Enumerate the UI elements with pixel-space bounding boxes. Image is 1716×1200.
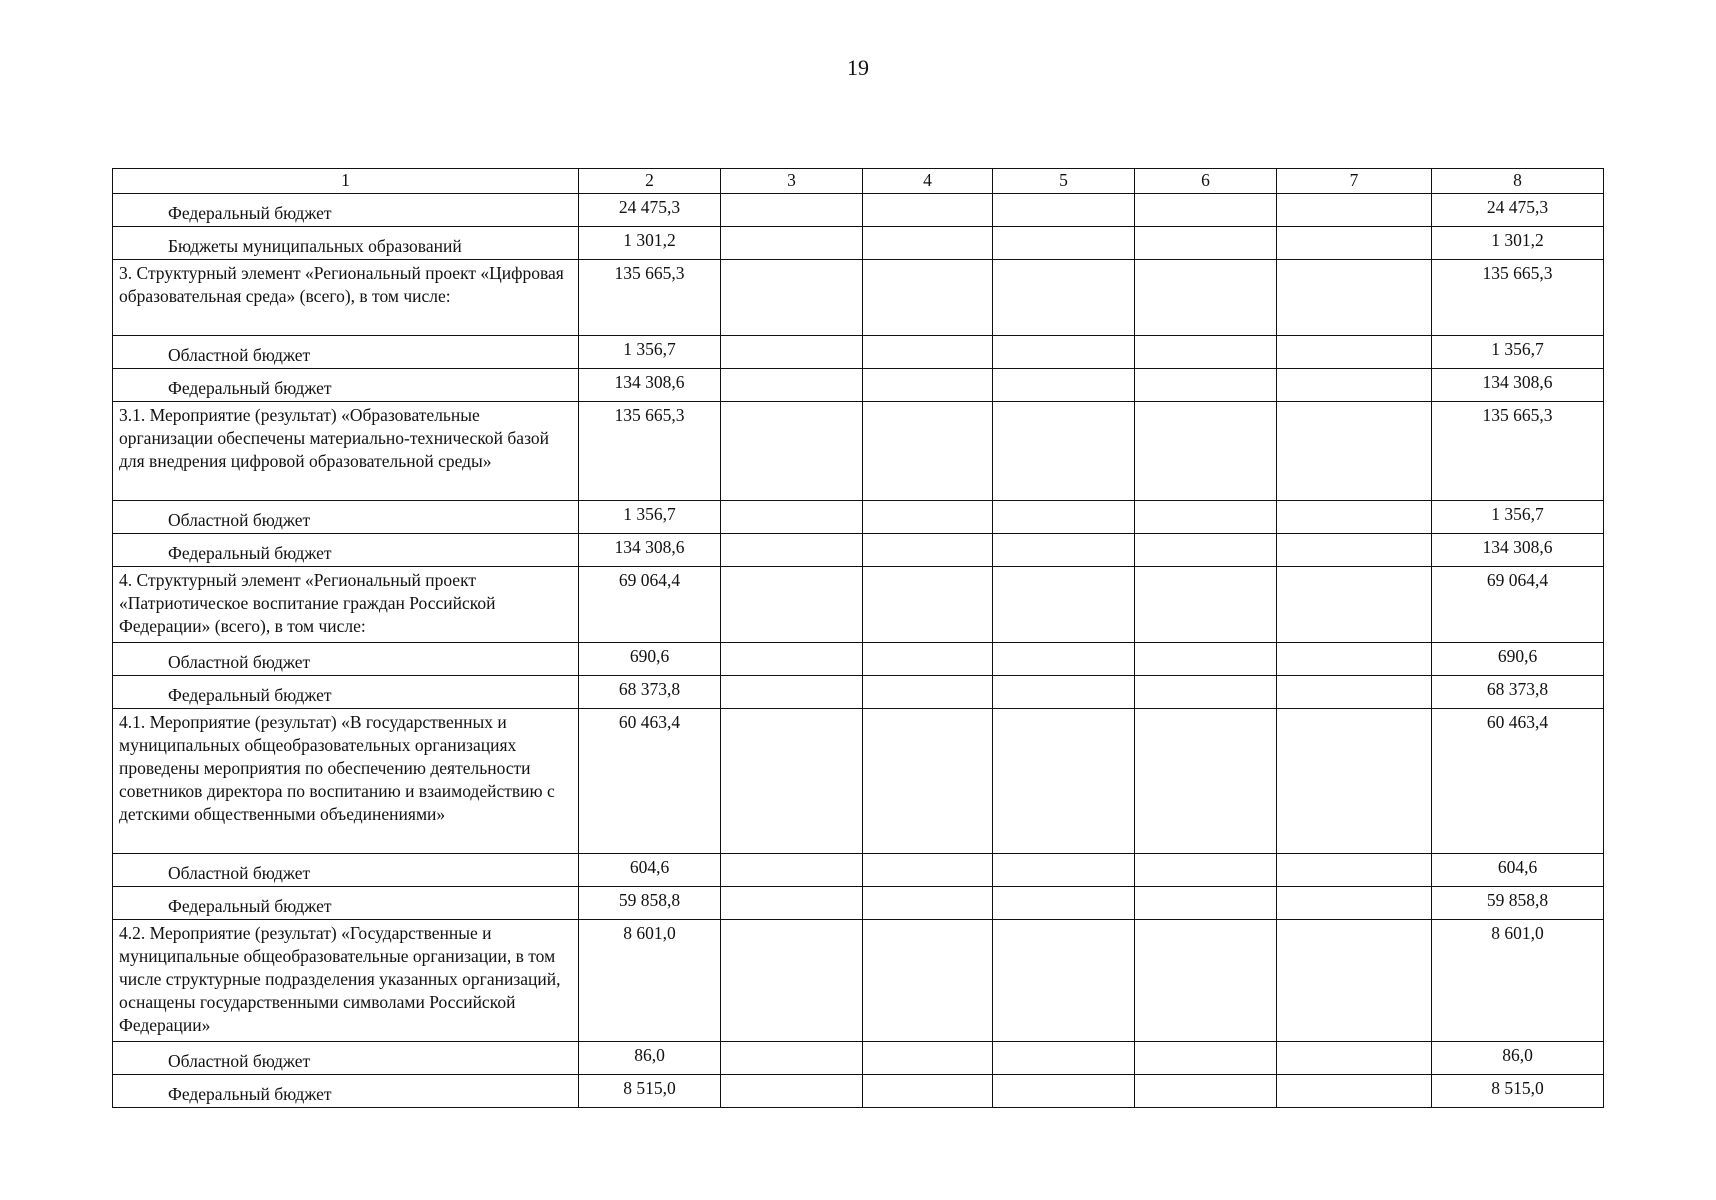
cell-col-7 (1277, 369, 1432, 402)
cell-col-4 (863, 501, 993, 534)
cell-col-6 (1135, 1075, 1277, 1108)
table-row (113, 1075, 1604, 1108)
cell-col-7 (1277, 887, 1432, 920)
cell-col-6 (1135, 336, 1277, 369)
cell-col-2: 60 463,4 (579, 709, 721, 854)
cell-col-4 (863, 709, 993, 854)
row-name: Федеральный бюджет (113, 194, 579, 227)
budget-table (112, 168, 1604, 1108)
cell-col-7 (1277, 534, 1432, 567)
cell-col-5 (993, 676, 1135, 709)
cell-col-6 (1135, 501, 1277, 534)
cell-col-6 (1135, 567, 1277, 643)
cell-col-6 (1135, 643, 1277, 676)
cell-col-5 (993, 1042, 1135, 1075)
header-col-6: 6 (1135, 169, 1277, 194)
cell-col-2: 8 601,0 (579, 920, 721, 1042)
cell-col-2: 135 665,3 (579, 402, 721, 501)
cell-col-6 (1135, 260, 1277, 336)
cell-col-5 (993, 567, 1135, 643)
header-col-4: 4 (863, 169, 993, 194)
cell-col-7 (1277, 1075, 1432, 1108)
cell-col-5 (993, 920, 1135, 1042)
cell-col-8: 1 356,7 (1432, 336, 1604, 369)
cell-col-3 (721, 567, 863, 643)
table-row (113, 260, 1604, 336)
row-name: 3.1. Мероприятие (результат) «Образовательные организации обеспечены материально-технической базой для внедрения цифровой образовательной среды» (113, 402, 579, 501)
cell-col-5 (993, 369, 1135, 402)
table-row (113, 887, 1604, 920)
header-col-2: 2 (579, 169, 721, 194)
cell-col-2: 1 356,7 (579, 501, 721, 534)
cell-col-8: 69 064,4 (1432, 567, 1604, 643)
cell-col-2: 1 301,2 (579, 227, 721, 260)
header-col-3: 3 (721, 169, 863, 194)
row-name: Бюджеты муниципальных образований (113, 227, 579, 260)
cell-col-7 (1277, 1042, 1432, 1075)
cell-col-4 (863, 534, 993, 567)
header-col-1: 1 (113, 169, 579, 194)
cell-col-8: 134 308,6 (1432, 369, 1604, 402)
cell-col-3 (721, 369, 863, 402)
table-row (113, 643, 1604, 676)
row-name: Федеральный бюджет (113, 887, 579, 920)
cell-col-7 (1277, 567, 1432, 643)
cell-col-8: 86,0 (1432, 1042, 1604, 1075)
table-row (113, 709, 1604, 854)
cell-col-6 (1135, 709, 1277, 854)
cell-col-2: 59 858,8 (579, 887, 721, 920)
cell-col-5 (993, 501, 1135, 534)
cell-col-4 (863, 920, 993, 1042)
cell-col-4 (863, 854, 993, 887)
cell-col-4 (863, 227, 993, 260)
cell-col-8: 60 463,4 (1432, 709, 1604, 854)
cell-col-3 (721, 676, 863, 709)
cell-col-5 (993, 194, 1135, 227)
cell-col-8: 24 475,3 (1432, 194, 1604, 227)
cell-col-2: 24 475,3 (579, 194, 721, 227)
header-row (113, 169, 1604, 194)
row-name: Областной бюджет (113, 643, 579, 676)
cell-col-4 (863, 260, 993, 336)
cell-col-7 (1277, 501, 1432, 534)
cell-col-5 (993, 1075, 1135, 1108)
cell-col-3 (721, 260, 863, 336)
cell-col-6 (1135, 1042, 1277, 1075)
table-row (113, 534, 1604, 567)
cell-col-3 (721, 643, 863, 676)
cell-col-8: 8 601,0 (1432, 920, 1604, 1042)
cell-col-2: 68 373,8 (579, 676, 721, 709)
cell-col-3 (721, 1042, 863, 1075)
table-row (113, 501, 1604, 534)
table-row (113, 567, 1604, 643)
cell-col-6 (1135, 227, 1277, 260)
cell-col-6 (1135, 402, 1277, 501)
row-name: Областной бюджет (113, 1042, 579, 1075)
cell-col-7 (1277, 920, 1432, 1042)
cell-col-5 (993, 260, 1135, 336)
cell-col-5 (993, 534, 1135, 567)
cell-col-3 (721, 501, 863, 534)
cell-col-5 (993, 887, 1135, 920)
cell-col-3 (721, 920, 863, 1042)
row-name: Федеральный бюджет (113, 534, 579, 567)
header-col-7: 7 (1277, 169, 1432, 194)
cell-col-2: 135 665,3 (579, 260, 721, 336)
cell-col-4 (863, 643, 993, 676)
cell-col-4 (863, 369, 993, 402)
cell-col-3 (721, 336, 863, 369)
cell-col-3 (721, 1075, 863, 1108)
table-row (113, 369, 1604, 402)
cell-col-4 (863, 887, 993, 920)
cell-col-7 (1277, 260, 1432, 336)
cell-col-5 (993, 227, 1135, 260)
cell-col-5 (993, 402, 1135, 501)
cell-col-7 (1277, 227, 1432, 260)
cell-col-6 (1135, 534, 1277, 567)
row-name: 4. Структурный элемент «Региональный проект «Патриотическое воспитание граждан Российской Федерации» (всего), в том числе: (113, 567, 579, 643)
cell-col-4 (863, 402, 993, 501)
row-name: 4.2. Мероприятие (результат) «Государственные и муниципальные общеобразовательные организации, в том числе структурные подразделения указанных организаций, оснащены государственными символами Российской Федерации» (113, 920, 579, 1042)
row-name: Областной бюджет (113, 336, 579, 369)
cell-col-7 (1277, 676, 1432, 709)
cell-col-8: 68 373,8 (1432, 676, 1604, 709)
row-name: Федеральный бюджет (113, 676, 579, 709)
table-row (113, 336, 1604, 369)
cell-col-3 (721, 709, 863, 854)
table-row (113, 854, 1604, 887)
cell-col-7 (1277, 643, 1432, 676)
cell-col-7 (1277, 336, 1432, 369)
cell-col-3 (721, 887, 863, 920)
table-row (113, 676, 1604, 709)
cell-col-5 (993, 336, 1135, 369)
cell-col-8: 59 858,8 (1432, 887, 1604, 920)
cell-col-7 (1277, 194, 1432, 227)
row-name: Федеральный бюджет (113, 369, 579, 402)
row-name: Областной бюджет (113, 501, 579, 534)
cell-col-2: 604,6 (579, 854, 721, 887)
cell-col-8: 135 665,3 (1432, 260, 1604, 336)
table-row (113, 402, 1604, 501)
row-name: Областной бюджет (113, 854, 579, 887)
cell-col-4 (863, 567, 993, 643)
cell-col-2: 86,0 (579, 1042, 721, 1075)
cell-col-2: 8 515,0 (579, 1075, 721, 1108)
page-number: 19 (847, 55, 869, 80)
cell-col-4 (863, 194, 993, 227)
cell-col-5 (993, 643, 1135, 676)
cell-col-4 (863, 1075, 993, 1108)
cell-col-3 (721, 227, 863, 260)
cell-col-8: 1 356,7 (1432, 501, 1604, 534)
cell-col-2: 690,6 (579, 643, 721, 676)
table-row (113, 227, 1604, 260)
cell-col-7 (1277, 402, 1432, 501)
cell-col-2: 1 356,7 (579, 336, 721, 369)
cell-col-3 (721, 534, 863, 567)
cell-col-2: 134 308,6 (579, 369, 721, 402)
cell-col-5 (993, 709, 1135, 854)
cell-col-6 (1135, 676, 1277, 709)
cell-col-3 (721, 402, 863, 501)
row-name: Федеральный бюджет (113, 1075, 579, 1108)
header-col-5: 5 (993, 169, 1135, 194)
cell-col-8: 1 301,2 (1432, 227, 1604, 260)
cell-col-7 (1277, 854, 1432, 887)
cell-col-3 (721, 854, 863, 887)
cell-col-3 (721, 194, 863, 227)
cell-col-5 (993, 854, 1135, 887)
cell-col-4 (863, 336, 993, 369)
row-name: 4.1. Мероприятие (результат) «В государственных и муниципальных общеобразовательных организациях проведены мероприятия по обеспечению деятельности советников директора по воспитанию и взаимодействию с детскими общественными объединениями» (113, 709, 579, 854)
cell-col-8: 134 308,6 (1432, 534, 1604, 567)
row-name: 3. Структурный элемент «Региональный проект «Цифровая образовательная среда» (всего), в том числе: (113, 260, 579, 336)
cell-col-8: 135 665,3 (1432, 402, 1604, 501)
cell-col-4 (863, 676, 993, 709)
table-row (113, 194, 1604, 227)
cell-col-6 (1135, 887, 1277, 920)
cell-col-8: 604,6 (1432, 854, 1604, 887)
cell-col-8: 8 515,0 (1432, 1075, 1604, 1108)
table-row (113, 1042, 1604, 1075)
cell-col-6 (1135, 369, 1277, 402)
table-row (113, 920, 1604, 1042)
cell-col-8: 690,6 (1432, 643, 1604, 676)
cell-col-4 (863, 1042, 993, 1075)
cell-col-7 (1277, 709, 1432, 854)
cell-col-6 (1135, 854, 1277, 887)
cell-col-6 (1135, 194, 1277, 227)
cell-col-2: 134 308,6 (579, 534, 721, 567)
header-col-8: 8 (1432, 169, 1604, 194)
cell-col-2: 69 064,4 (579, 567, 721, 643)
cell-col-6 (1135, 920, 1277, 1042)
